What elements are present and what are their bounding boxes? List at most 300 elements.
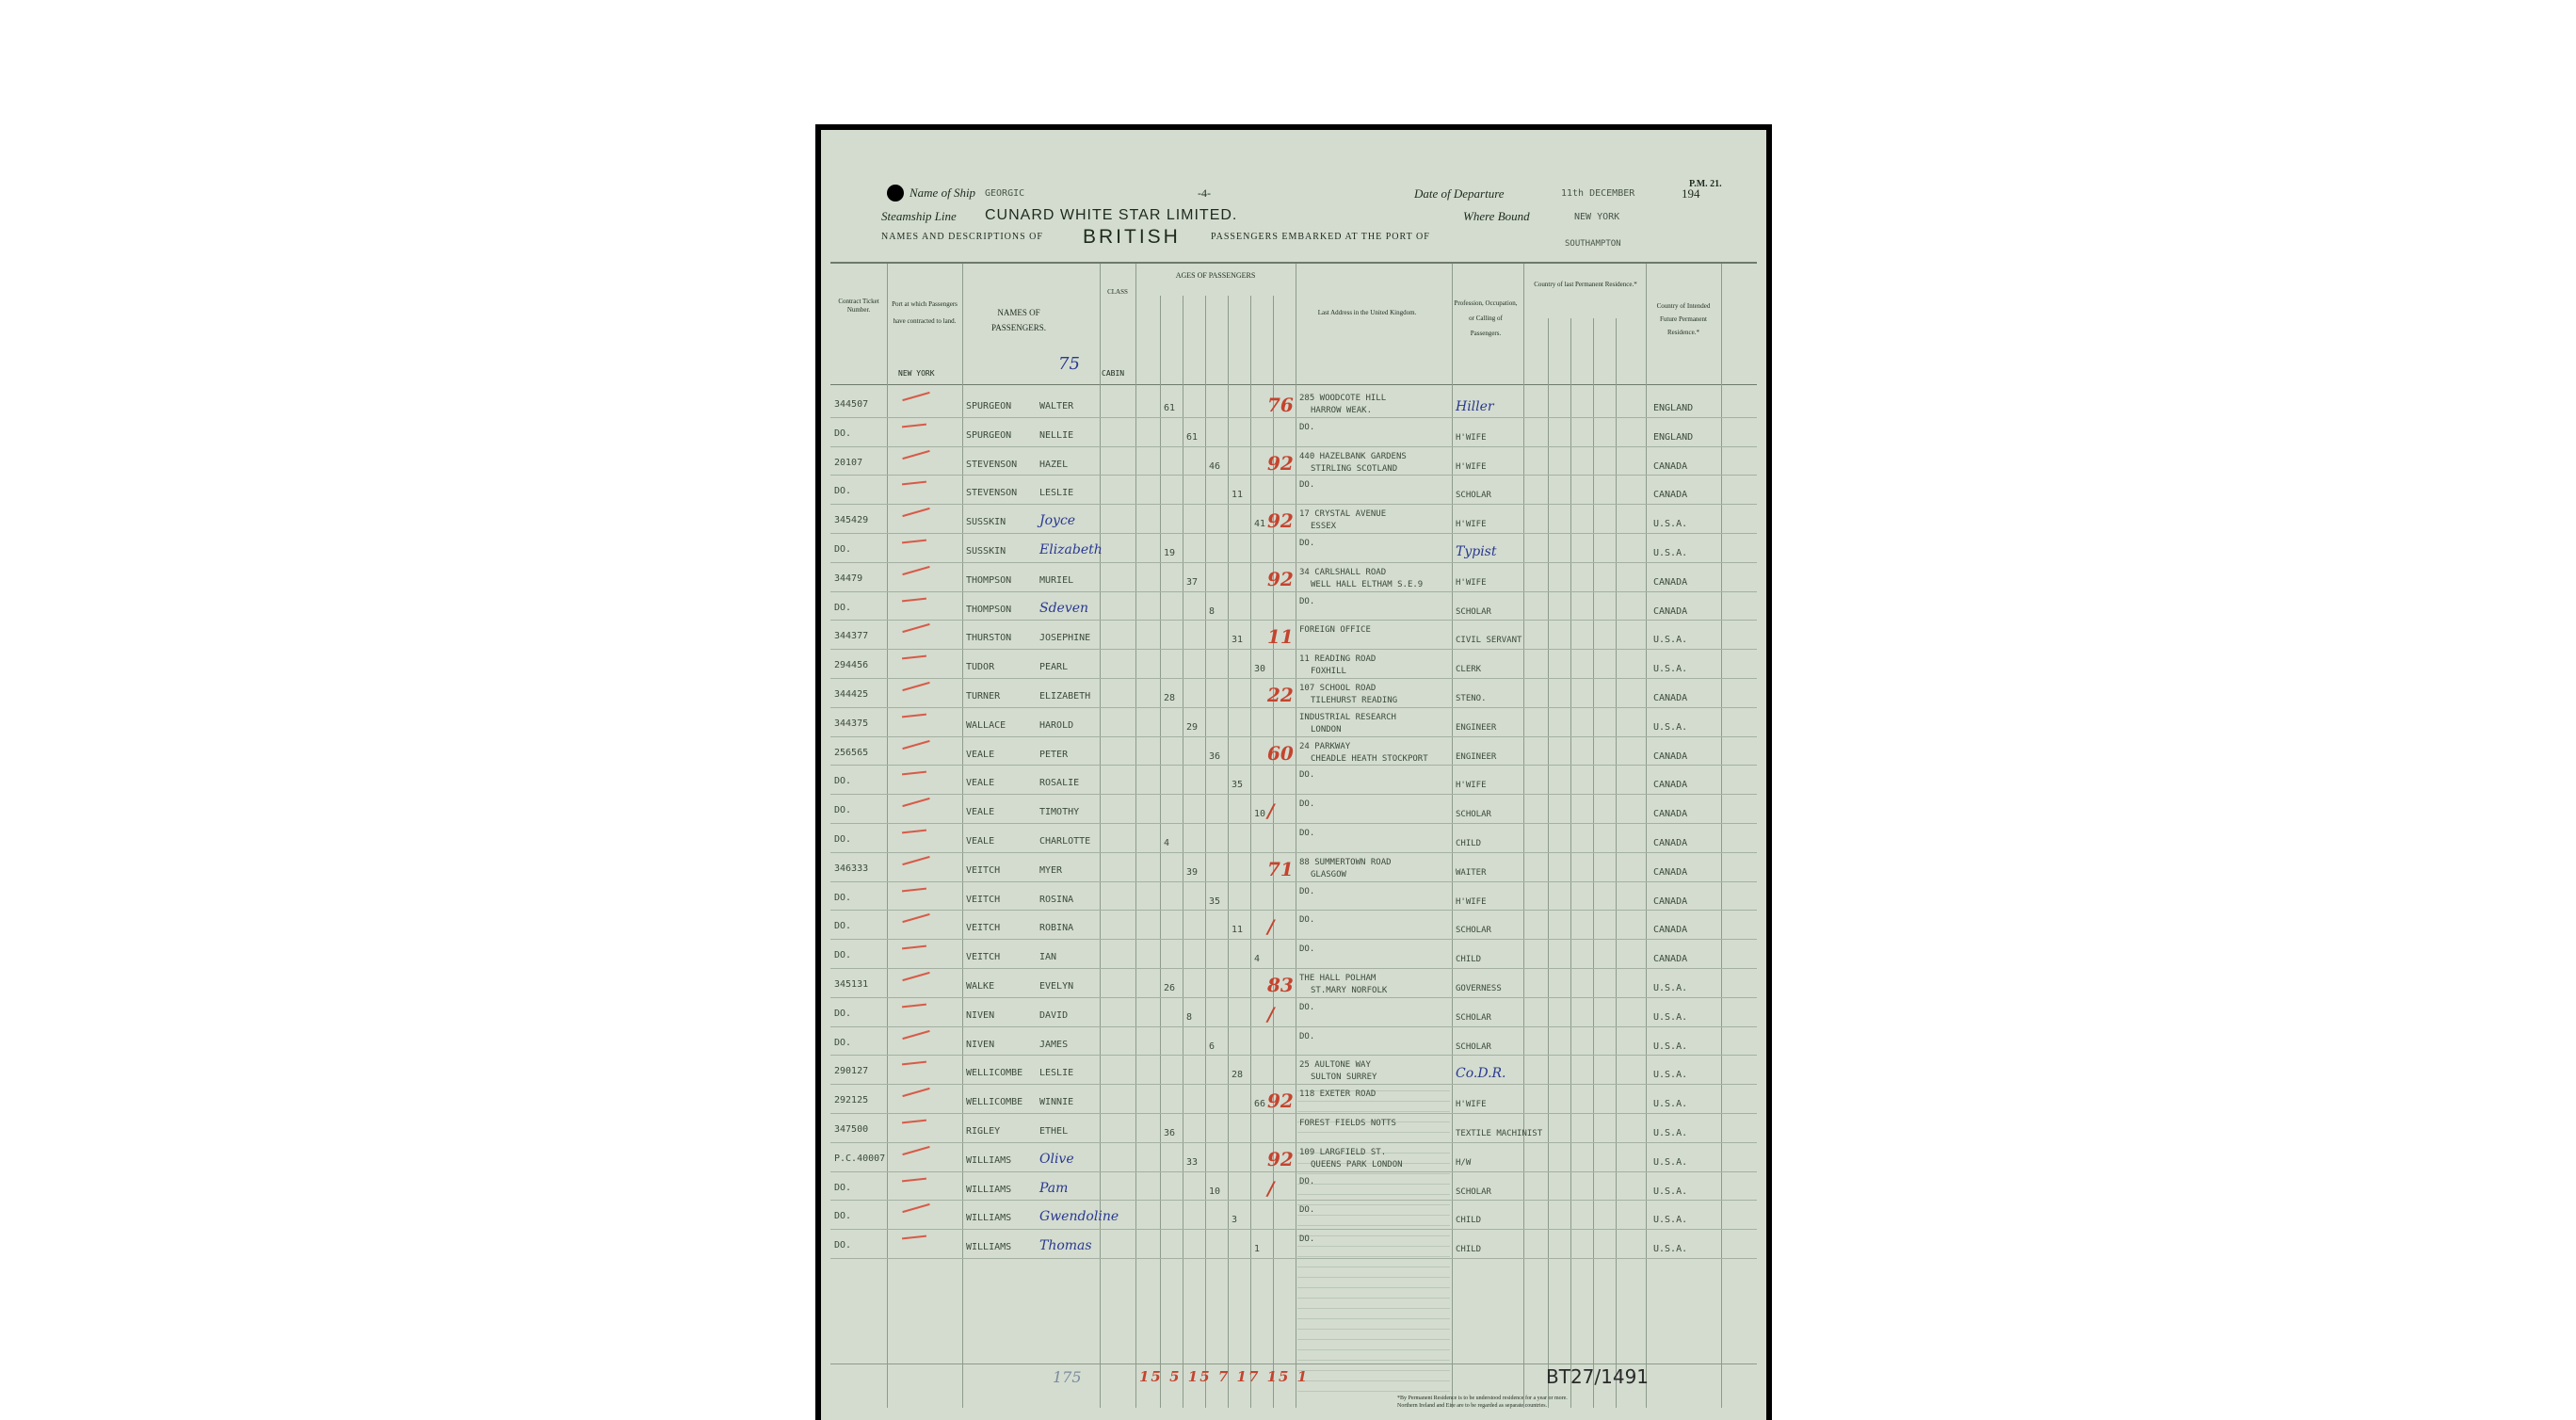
occupation: CHILD	[1456, 1216, 1482, 1226]
ticket-number: DO.	[834, 486, 852, 497]
col-names-header: NAMES OF PASSENGERS.	[991, 308, 1046, 332]
passenger-age: 4	[1254, 954, 1261, 965]
address-line-1: DO.	[1299, 886, 1315, 896]
passenger-given-name: JAMES	[1039, 1039, 1069, 1050]
address-line-1: DO.	[1299, 944, 1315, 955]
red-tally-mark: 60	[1267, 741, 1294, 765]
future-residence: CANADA	[1653, 490, 1688, 501]
address-line-2: SULTON SURREY	[1311, 1073, 1377, 1083]
red-tally-mark: 92	[1267, 567, 1294, 590]
passenger-given-name: NELLIE	[1039, 429, 1074, 441]
future-residence: U.S.A.	[1653, 983, 1688, 993]
occupation: H'WIFE	[1456, 432, 1487, 443]
names-suffix: PASSENGERS EMBARKED AT THE PORT OF	[1211, 232, 1430, 242]
address-line-1: 11 READING ROAD	[1299, 654, 1377, 665]
passenger-age: 36	[1209, 750, 1221, 762]
table-row	[821, 448, 1766, 477]
passenger-surname: VEITCH	[966, 923, 1001, 934]
address-line-1: 109 LARGFIELD ST.	[1299, 1147, 1387, 1157]
ticket-number: DO.	[834, 776, 852, 787]
address-line-1: 118 EXETER ROAD	[1299, 1089, 1377, 1100]
occupation: H'WIFE	[1456, 461, 1487, 472]
passenger-given-name: Gwendoline	[1039, 1209, 1119, 1225]
table-row	[821, 564, 1766, 593]
future-residence: U.S.A.	[1653, 1244, 1688, 1255]
passenger-surname: WALKE	[966, 981, 995, 992]
table-row	[821, 506, 1766, 535]
red-tally-mark: 22	[1267, 684, 1294, 706]
occupation: STENO.	[1456, 694, 1487, 703]
passenger-given-name: ROSALIE	[1039, 778, 1080, 789]
passenger-given-name: ELIZABETH	[1039, 691, 1091, 702]
future-residence: CANADA	[1653, 576, 1688, 588]
ticket-number: 294456	[834, 660, 869, 671]
table-row	[821, 1202, 1766, 1231]
red-tally-mark: 71	[1267, 857, 1294, 880]
address-line-1: DO.	[1299, 1031, 1315, 1041]
passenger-surname: VEITCH	[966, 864, 1001, 876]
ticket-number: 344377	[834, 631, 869, 642]
table-row	[821, 1086, 1766, 1115]
embark-port: SOUTHAMPTON	[1565, 239, 1621, 249]
passenger-given-name: Elizabeth	[1039, 542, 1103, 557]
col-occupation-header: Profession, Occupation, or Calling of Passengers.	[1454, 299, 1518, 337]
address-line-1: DO.	[1299, 1234, 1315, 1245]
passenger-given-name: ROBINA	[1039, 923, 1074, 934]
passenger-surname: VEITCH	[966, 894, 1001, 905]
occupation: SCHOLAR	[1456, 1041, 1491, 1052]
address-line-2: ESSEX	[1311, 522, 1337, 532]
address-line-1: FOREST FIELDS NOTTS	[1299, 1119, 1396, 1128]
table-row	[821, 709, 1766, 738]
red-tally-mark: /	[1267, 915, 1275, 939]
passenger-surname: WALLACE	[966, 719, 1006, 731]
passenger-age: 28	[1232, 1070, 1244, 1081]
occupation: Typist	[1456, 544, 1497, 559]
passenger-surname: SPURGEON	[966, 429, 1012, 441]
passenger-surname: NIVEN	[966, 1009, 995, 1021]
occupation: SCHOLAR	[1456, 1012, 1491, 1023]
passenger-given-name: Thomas	[1039, 1238, 1092, 1254]
ticket-number: 345429	[834, 515, 869, 526]
ticket-number: DO.	[834, 544, 852, 555]
future-residence: U.S.A.	[1653, 1099, 1688, 1110]
table-row	[821, 854, 1766, 883]
ticket-number: DO.	[834, 1037, 852, 1048]
future-residence: U.S.A.	[1653, 635, 1688, 646]
age-totals: 15 5 15 7 17 15 1	[1139, 1368, 1310, 1385]
ticket-number: DO.	[834, 950, 852, 961]
address-line-2: GLASGOW	[1311, 869, 1346, 879]
occupation: GOVERNESS	[1456, 984, 1502, 993]
future-residence: CANADA	[1653, 866, 1688, 878]
table-row	[821, 535, 1766, 564]
col-address-header: Last Address in the United Kingdom.	[1317, 309, 1417, 316]
ticket-number: 292125	[834, 1095, 869, 1106]
future-residence: CANADA	[1653, 954, 1688, 965]
red-tally-mark: 92	[1267, 1147, 1294, 1170]
future-residence: CANADA	[1653, 809, 1688, 820]
passenger-age: 10	[1209, 1186, 1221, 1197]
passenger-age: 31	[1232, 635, 1244, 646]
passenger-age: 35	[1209, 896, 1221, 907]
occupation: SCHOLAR	[1456, 491, 1491, 501]
col-ages-header: AGES OF PASSENGERS	[1175, 271, 1256, 280]
passenger-surname: VEALE	[966, 836, 995, 847]
future-residence: U.S.A.	[1653, 1128, 1688, 1138]
table-row	[821, 941, 1766, 970]
passenger-age: 30	[1254, 664, 1266, 675]
passenger-given-name: ETHEL	[1039, 1126, 1069, 1137]
passenger-surname: SUSSKIN	[966, 546, 1006, 557]
occupation: TEXTILE MACHINIST	[1456, 1129, 1543, 1138]
passenger-surname: THOMPSON	[966, 604, 1012, 615]
passenger-age: 4	[1164, 838, 1170, 848]
occupation: Co.D.R.	[1456, 1066, 1506, 1082]
future-residence: U.S.A.	[1653, 1156, 1688, 1168]
ticket-number: 34479	[834, 573, 863, 584]
col-port-header: Port at which Passengers have contracted to land.	[892, 300, 958, 325]
passenger-given-name: Pam	[1039, 1180, 1069, 1196]
passenger-given-name: PEARL	[1039, 662, 1069, 673]
passenger-given-name: Olive	[1039, 1151, 1074, 1167]
address-line-1: DO.	[1299, 915, 1315, 926]
address-line-1: 88 SUMMERTOWN ROAD	[1299, 857, 1392, 867]
passenger-given-name: WINNIE	[1039, 1097, 1074, 1108]
red-tally-mark: 11	[1267, 625, 1294, 649]
passenger-surname: THURSTON	[966, 633, 1012, 644]
total-count-mark: 175	[1053, 1368, 1082, 1386]
passenger-surname: WILLIAMS	[966, 1213, 1012, 1224]
future-residence: U.S.A.	[1653, 1070, 1688, 1081]
passenger-age: 29	[1186, 721, 1199, 733]
future-residence: U.S.A.	[1653, 721, 1688, 733]
passenger-age: 3	[1232, 1215, 1238, 1226]
table-row	[821, 680, 1766, 709]
passenger-age: 26	[1164, 983, 1176, 993]
table-row	[821, 1173, 1766, 1202]
passenger-given-name: Sdeven	[1039, 600, 1089, 616]
occupation: SCHOLAR	[1456, 1186, 1491, 1197]
address-line-1: DO.	[1299, 1002, 1315, 1012]
address-line-1: DO.	[1299, 1205, 1315, 1216]
table-row	[821, 651, 1766, 680]
passenger-age: 39	[1186, 866, 1199, 878]
footnote-line-2: Northern Ireland and Eire are to be regarded as separate countries.	[1397, 1403, 1548, 1409]
passenger-age: 41	[1254, 519, 1266, 530]
red-tally-mark: 92	[1267, 1089, 1294, 1113]
passenger-surname: STEVENSON	[966, 459, 1018, 470]
table-row	[821, 1028, 1766, 1057]
occupation: WAITER	[1456, 867, 1487, 878]
passenger-age: 33	[1186, 1156, 1199, 1168]
address-line-1: DO.	[1299, 539, 1315, 548]
table-row	[821, 621, 1766, 651]
future-residence: CANADA	[1653, 460, 1688, 472]
future-residence: CANADA	[1653, 925, 1688, 936]
passenger-age: 1	[1254, 1244, 1261, 1255]
address-line-1: DO.	[1299, 1176, 1315, 1186]
red-tally-mark: /	[1267, 1176, 1275, 1200]
occupation: Hiller	[1456, 399, 1494, 414]
future-residence: U.S.A.	[1653, 1041, 1688, 1052]
departure-year: 194	[1682, 186, 1700, 201]
red-tally-mark: 83	[1267, 974, 1294, 996]
table-row	[821, 1057, 1766, 1086]
address-line-1: 34 CARLSHALL ROAD	[1299, 567, 1387, 577]
table-row	[821, 1144, 1766, 1173]
future-residence: U.S.A.	[1653, 548, 1688, 558]
passenger-age: 8	[1209, 605, 1216, 617]
col-names-mark: 75	[1058, 354, 1080, 374]
red-tally-mark: 92	[1267, 451, 1294, 475]
passenger-given-name: ROSINA	[1039, 894, 1074, 905]
steamship-line: CUNARD WHITE STAR LIMITED.	[985, 207, 1238, 223]
ticket-number: DO.	[834, 602, 852, 613]
table-row	[821, 825, 1766, 854]
ticket-number: P.C.40007	[834, 1153, 886, 1164]
passenger-surname: SUSSKIN	[966, 517, 1006, 528]
table-row	[821, 1231, 1766, 1260]
col-class-header: CLASS	[1107, 288, 1128, 296]
passenger-surname: WELLICOMBE	[966, 1068, 1023, 1079]
table-row	[821, 593, 1766, 622]
occupation: CHILD	[1456, 1245, 1482, 1255]
table-row	[821, 738, 1766, 767]
bound-label: Where Bound	[1463, 209, 1530, 223]
passenger-given-name: HAZEL	[1039, 459, 1069, 470]
passenger-given-name: HAROLD	[1039, 719, 1074, 731]
passenger-surname: STEVENSON	[966, 488, 1018, 499]
address-line-1: 24 PARKWAY	[1299, 741, 1351, 751]
occupation: SCHOLAR	[1456, 810, 1491, 820]
occupation: SCHOLAR	[1456, 606, 1491, 617]
future-residence: CANADA	[1653, 838, 1688, 848]
address-line-1: THE HALL POLHAM	[1299, 974, 1377, 983]
passenger-surname: VEALE	[966, 778, 995, 789]
address-line-1: 25 AULTONE WAY	[1299, 1060, 1371, 1071]
passenger-age: 46	[1209, 460, 1221, 472]
address-line-1: INDUSTRIAL RESEARCH	[1299, 712, 1396, 722]
ticket-number: 290127	[834, 1066, 869, 1077]
passenger-given-name: JOSEPHINE	[1039, 633, 1091, 644]
manifest-page	[821, 130, 1766, 1420]
departure-label: Date of Departure	[1414, 186, 1505, 201]
table-row	[821, 999, 1766, 1028]
ticket-number: DO.	[834, 1240, 852, 1251]
red-tally-mark: 92	[1267, 509, 1294, 533]
passenger-given-name: IAN	[1039, 952, 1057, 963]
passenger-given-name: PETER	[1039, 749, 1069, 760]
future-residence: U.S.A.	[1653, 1186, 1688, 1197]
ticket-number: 344425	[834, 689, 869, 700]
form-ref: P.M. 21.	[1689, 179, 1722, 189]
table-row	[821, 883, 1766, 912]
address-line-1: DO.	[1299, 480, 1315, 491]
red-tally-mark: /	[1267, 1002, 1275, 1025]
ticket-number: DO.	[834, 1182, 852, 1193]
table-row	[821, 766, 1766, 796]
occupation: ENGINEER	[1456, 722, 1497, 733]
passenger-given-name: EVELYN	[1039, 981, 1074, 992]
address-line-2: WELL HALL ELTHAM S.E.9	[1311, 579, 1424, 589]
occupation: H'WIFE	[1456, 520, 1487, 530]
occupation: CLERK	[1456, 665, 1482, 675]
table-row	[821, 476, 1766, 506]
manifest-frame	[815, 124, 1772, 1420]
future-residence: CANADA	[1653, 896, 1688, 907]
col-ticket-header: Contract Ticket Number.	[838, 298, 879, 314]
passenger-age: 11	[1232, 490, 1244, 501]
address-line-2: LONDON	[1311, 724, 1342, 734]
passenger-surname: WILLIAMS	[966, 1154, 1012, 1166]
future-residence: U.S.A.	[1653, 1215, 1688, 1226]
occupation: H'WIFE	[1456, 781, 1487, 791]
future-residence: CANADA	[1653, 693, 1688, 703]
future-residence: U.S.A.	[1653, 519, 1688, 530]
occupation: H'WIFE	[1456, 577, 1487, 588]
ship-name: GEORGIC	[985, 188, 1025, 199]
ticket-number: DO.	[834, 921, 852, 932]
col-last-residence-header: Country of last Permanent Residence.*	[1534, 281, 1637, 288]
passenger-surname: SPURGEON	[966, 401, 1012, 411]
address-line-2: QUEENS PARK LONDON	[1311, 1159, 1403, 1170]
passenger-age: 66	[1254, 1099, 1266, 1110]
table-row	[821, 419, 1766, 448]
punch-hole	[887, 185, 904, 202]
table-row	[821, 390, 1766, 419]
passenger-given-name: WALTER	[1039, 401, 1074, 411]
passenger-surname: TUDOR	[966, 662, 995, 673]
red-tally-mark: /	[1267, 799, 1275, 823]
address-line-1: DO.	[1299, 422, 1315, 432]
table-row	[821, 796, 1766, 825]
future-residence: U.S.A.	[1653, 1011, 1688, 1023]
ticket-number: 256565	[834, 747, 869, 758]
table-row	[821, 970, 1766, 999]
ticket-number: DO.	[834, 1211, 852, 1222]
nationality-title: BRITISH	[1083, 226, 1181, 248]
col-class-value: CABIN	[1102, 369, 1125, 378]
address-line-1: FOREIGN OFFICE	[1299, 625, 1371, 636]
future-residence: CANADA	[1653, 605, 1688, 617]
table-row	[821, 1115, 1766, 1144]
ticket-number: DO.	[834, 1008, 852, 1019]
address-line-2: HARROW WEAK.	[1311, 406, 1373, 415]
passenger-given-name: MYER	[1039, 864, 1063, 876]
occupation: CHILD	[1456, 839, 1482, 848]
address-line-2: CHEADLE HEATH STOCKPORT	[1311, 753, 1428, 764]
passenger-surname: TURNER	[966, 691, 1001, 702]
ticket-number: 346333	[834, 863, 869, 874]
address-line-2: TILEHURST READING	[1311, 696, 1398, 705]
passenger-age: 61	[1164, 403, 1176, 413]
names-prefix: NAMES AND DESCRIPTIONS OF	[881, 232, 1043, 242]
ticket-number: 345131	[834, 979, 869, 990]
passenger-age: 35	[1232, 780, 1244, 791]
address-line-1: 17 CRYSTAL AVENUE	[1299, 509, 1387, 520]
ticket-number: 344507	[834, 399, 869, 410]
future-residence: CANADA	[1653, 780, 1688, 791]
passenger-age: 8	[1186, 1011, 1193, 1023]
occupation: ENGINEER	[1456, 751, 1497, 762]
address-line-2: FOXHILL	[1311, 667, 1346, 677]
passenger-age: 10	[1254, 809, 1266, 820]
future-residence: ENGLAND	[1653, 431, 1694, 443]
departure-date: 11th DECEMBER	[1561, 188, 1635, 199]
passenger-surname: WILLIAMS	[966, 1242, 1012, 1253]
archive-reference: BT27/1491	[1546, 1365, 1650, 1388]
ticket-number: DO.	[834, 428, 852, 439]
passenger-surname: RIGLEY	[966, 1126, 1001, 1137]
address-line-1: DO.	[1299, 770, 1315, 781]
passenger-given-name: Joyce	[1039, 513, 1076, 529]
address-line-1: DO.	[1299, 799, 1315, 810]
passenger-age: 19	[1164, 548, 1176, 558]
passenger-given-name: TIMOTHY	[1039, 807, 1080, 818]
ticket-number: DO.	[834, 805, 852, 816]
occupation: H/W	[1456, 1157, 1472, 1168]
occupation: CIVIL SERVANT	[1456, 636, 1522, 646]
ticket-number: 20107	[834, 457, 863, 468]
where-bound: NEW YORK	[1574, 212, 1620, 222]
passenger-given-name: CHARLOTTE	[1039, 836, 1091, 847]
col-port-value: NEW YORK	[898, 369, 935, 378]
occupation: H'WIFE	[1456, 896, 1487, 907]
footnote-line-1: *By Permanent Residence is to be understood residence for a year or more.	[1397, 1396, 1568, 1401]
passenger-age: 36	[1164, 1128, 1176, 1138]
address-line-1: 440 HAZELBANK GARDENS	[1299, 451, 1407, 461]
passenger-given-name: LESLIE	[1039, 1068, 1074, 1079]
passenger-surname: NIVEN	[966, 1039, 995, 1050]
occupation: SCHOLAR	[1456, 926, 1491, 936]
ticket-number: 347500	[834, 1124, 869, 1135]
future-residence: U.S.A.	[1653, 664, 1688, 675]
future-residence: CANADA	[1653, 750, 1688, 762]
address-line-1: DO.	[1299, 596, 1315, 606]
passenger-surname: THOMPSON	[966, 574, 1012, 586]
passenger-surname: VEITCH	[966, 952, 1001, 963]
passenger-surname: WILLIAMS	[966, 1184, 1012, 1195]
occupation: H'WIFE	[1456, 1100, 1487, 1110]
address-line-2: STIRLING SCOTLAND	[1311, 463, 1398, 474]
col-future-residence-header: Country of Intended Future Permanent Residence.*	[1656, 302, 1711, 336]
red-tally-mark: 76	[1267, 394, 1294, 416]
passenger-age: 11	[1232, 925, 1244, 936]
ticket-number: DO.	[834, 892, 852, 903]
table-row	[821, 912, 1766, 941]
future-residence: ENGLAND	[1653, 403, 1694, 413]
passenger-surname: WELLICOMBE	[966, 1097, 1023, 1108]
passenger-given-name: LESLIE	[1039, 488, 1074, 499]
address-line-1: 285 WOODCOTE HILL	[1299, 394, 1387, 403]
page-marker: -4-	[1198, 186, 1211, 200]
passenger-age: 6	[1209, 1041, 1216, 1052]
line-label: Steamship Line	[881, 209, 957, 223]
passenger-age: 28	[1164, 693, 1176, 703]
passenger-given-name: MURIEL	[1039, 574, 1074, 586]
address-line-1: DO.	[1299, 829, 1315, 838]
occupation: CHILD	[1456, 955, 1482, 965]
passenger-surname: VEALE	[966, 807, 995, 818]
passenger-surname: VEALE	[966, 749, 995, 760]
address-line-1: 107 SCHOOL ROAD	[1299, 684, 1377, 693]
ticket-number: DO.	[834, 834, 852, 845]
ticket-number: 344375	[834, 718, 869, 729]
address-line-2: ST.MARY NORFOLK	[1311, 986, 1388, 995]
ship-label: Name of Ship	[910, 186, 976, 200]
passenger-age: 61	[1186, 431, 1199, 443]
